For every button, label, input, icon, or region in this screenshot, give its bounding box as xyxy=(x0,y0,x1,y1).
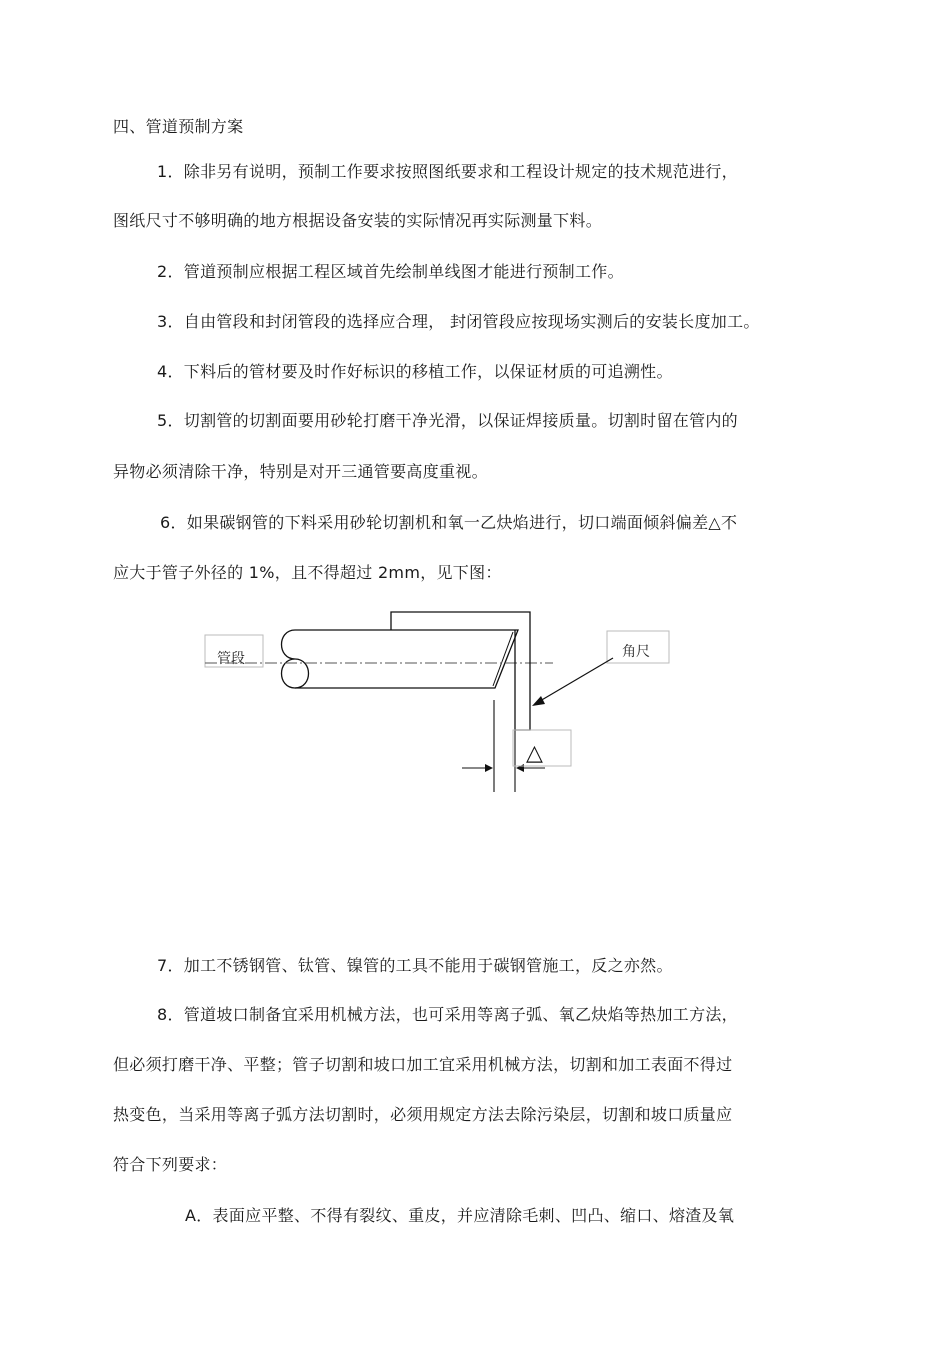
paragraph-2: 2．管道预制应根据工程区域首先绘制单线图才能进行预制工作。 xyxy=(157,262,624,281)
paragraph-8-line-3: 热变色，当采用等离子弧方法切割时，必须用规定方法去除污染层，切割和坡口质量应 xyxy=(113,1105,733,1124)
paragraph-1-line-1: 1．除非另有说明，预制工作要求按照图纸要求和工程设计规定的技术规范进行， xyxy=(157,162,738,181)
paragraph-1-line-2: 图纸尺寸不够明确的地方根据设备安装的实际情况再实际测量下料。 xyxy=(113,211,603,230)
item-a: A．表面应平整、不得有裂纹、重皮，并应清除毛刺、凹凸、缩口、熔渣及氧 xyxy=(185,1206,735,1225)
pipe-break-end xyxy=(282,630,309,688)
paragraph-3: 3．自由管段和封闭管段的选择应合理， 封闭管段应按现场实测后的安装长度加工。 xyxy=(157,312,760,331)
section-title: 四、管道预制方案 xyxy=(113,117,244,136)
pointer-line xyxy=(540,658,613,701)
delta-label: △ xyxy=(526,741,543,766)
pointer-arrowhead xyxy=(532,696,545,706)
paragraph-8-line-1: 8．管道坡口制备宜采用机械方法，也可采用等离子弧、氧乙炔焰等热加工方法， xyxy=(157,1005,738,1024)
paragraph-6-line-2: 应大于管子外径的 1%，且不得超过 2mm，见下图： xyxy=(113,563,502,582)
paragraph-6-line-1: 6．如果碳钢管的下料采用砂轮切割机和氧一乙炔焰进行，切口端面倾斜偏差△不 xyxy=(160,513,738,532)
pipe-body xyxy=(295,630,518,688)
paragraph-5-line-1: 5．切割管的切割面要用砂轮打磨干净光滑，以保证焊接质量。切割时留在管内的 xyxy=(157,411,738,430)
paragraph-8-line-2: 但必须打磨干净、平整；管子切割和坡口加工宜采用机械方法，切割和加工表面不得过 xyxy=(113,1055,733,1074)
paragraph-7: 7．加工不锈钢管、钛管、镍管的工具不能用于碳钢管施工，反之亦然。 xyxy=(157,956,673,975)
dimension-arrow-left-head xyxy=(485,764,493,772)
dimension-arrow-right-head xyxy=(516,764,524,772)
paragraph-4: 4．下料后的管材要及时作好标识的移植工作，以保证材质的可追溯性。 xyxy=(157,362,673,381)
pipe-label: 管段 xyxy=(217,651,245,667)
pipe-cut-line xyxy=(493,632,513,686)
paragraph-5-line-2: 异物必须清除干净，特别是对开三通管要高度重视。 xyxy=(113,462,488,481)
square-label: 角尺 xyxy=(622,644,650,660)
paragraph-8-line-4: 符合下列要求： xyxy=(113,1155,228,1174)
pipe-cut-diagram xyxy=(195,600,685,810)
